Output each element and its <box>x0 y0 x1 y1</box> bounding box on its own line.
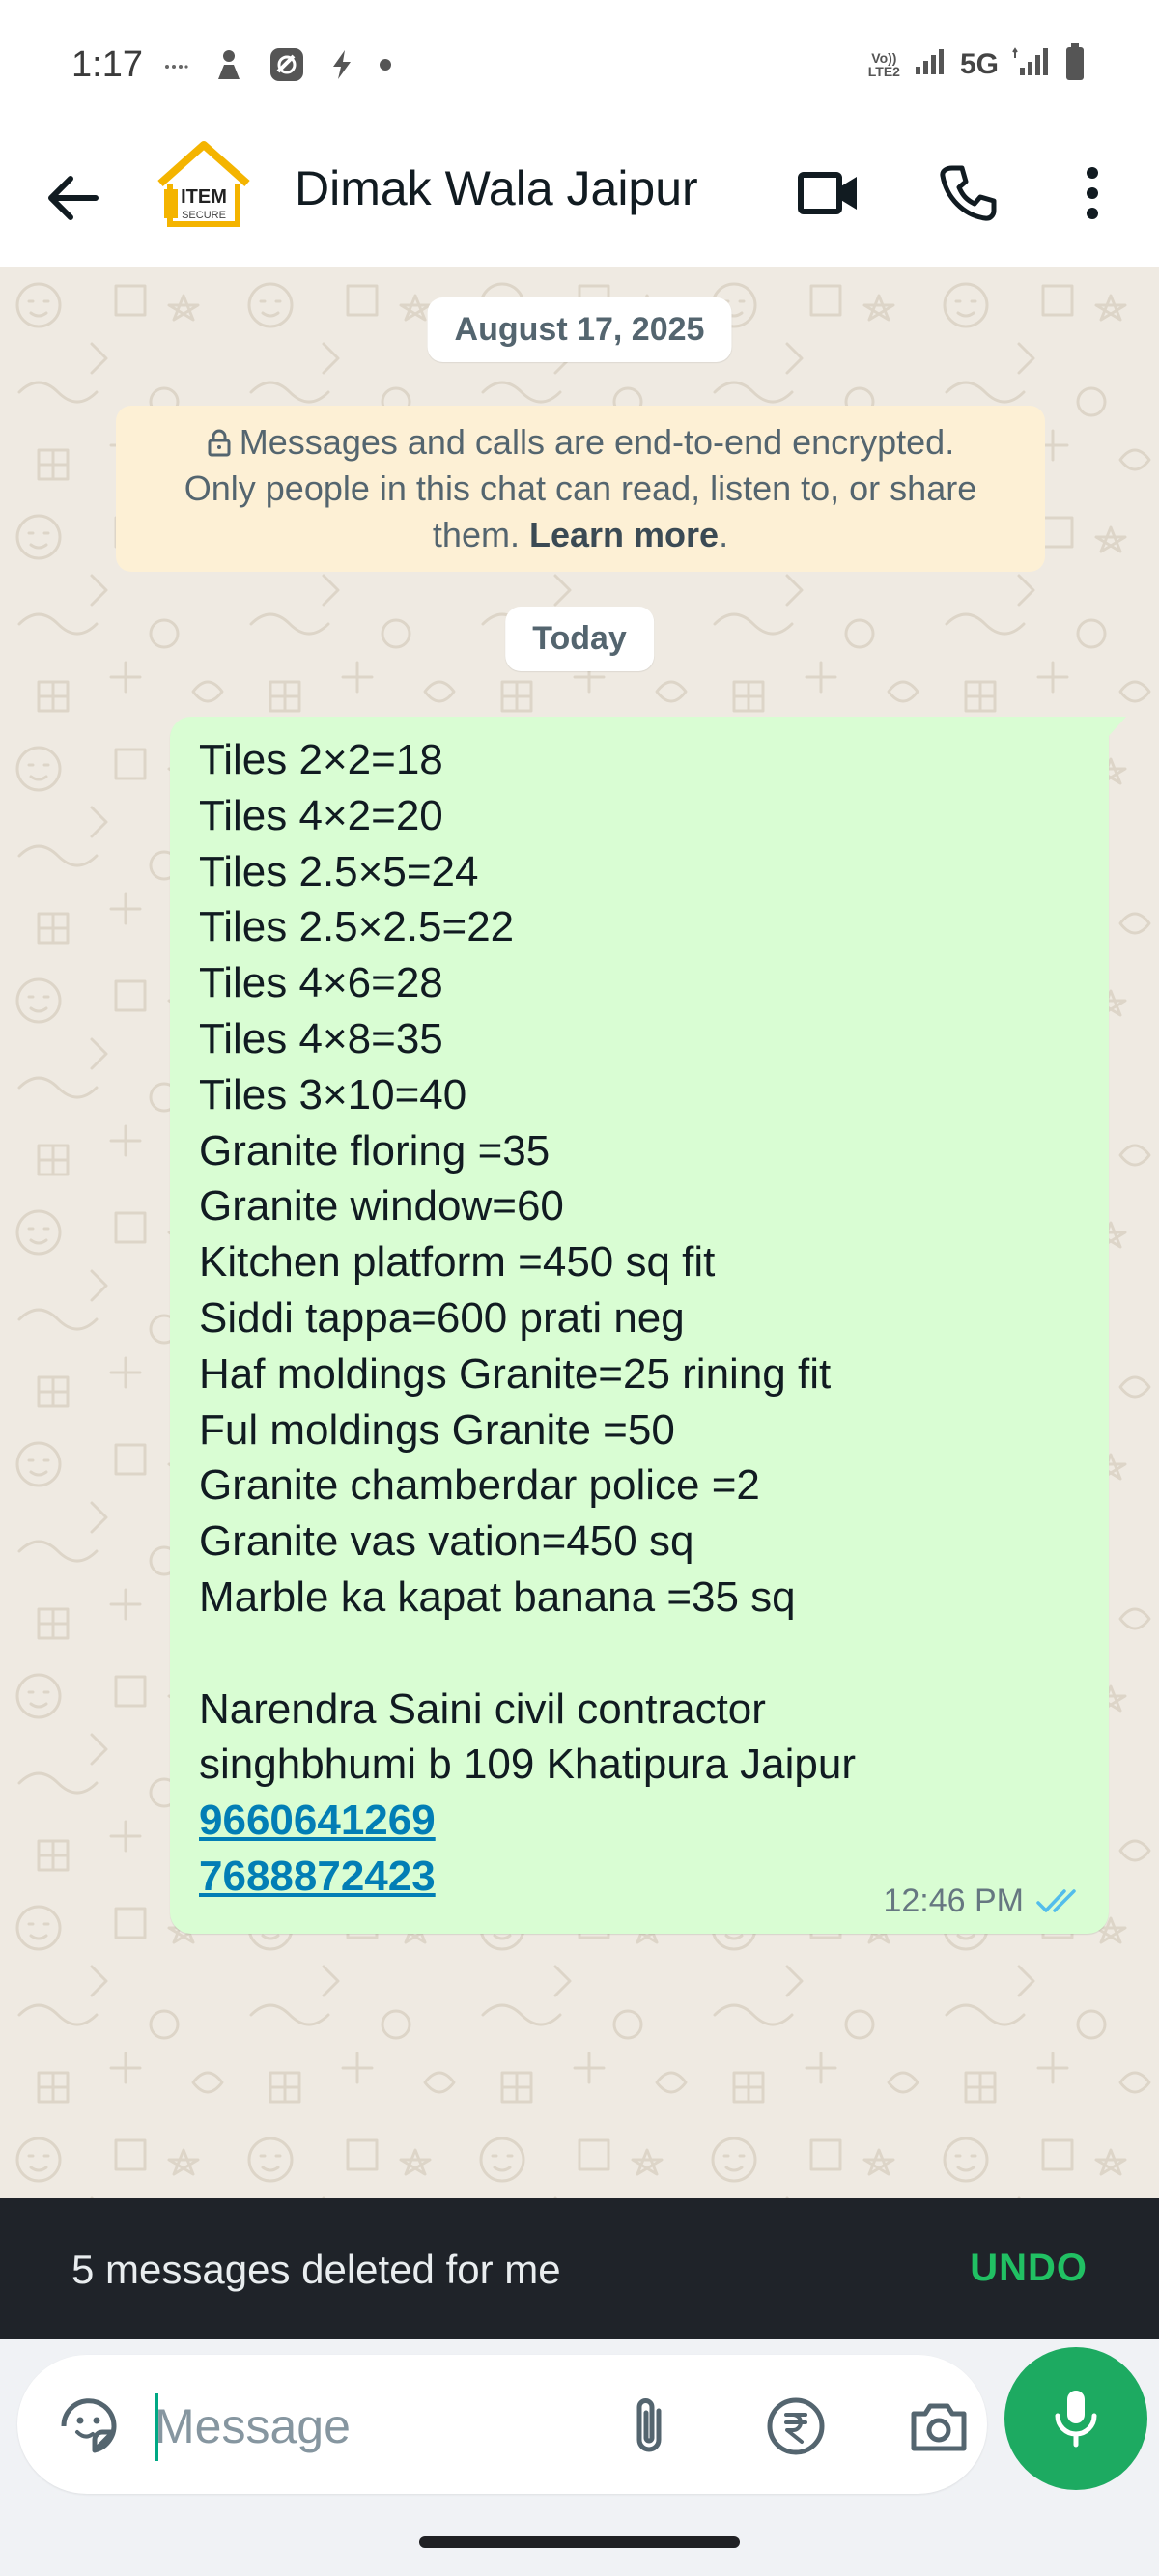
phone-link-1[interactable]: 9660641269 <box>199 1797 436 1845</box>
bolt-icon <box>330 48 353 86</box>
message-blank-line <box>199 1626 1080 1682</box>
avatar-text-top: ITEM <box>181 186 227 208</box>
avatar-text-bottom: SECURE <box>182 210 226 221</box>
encryption-notice[interactable] <box>116 406 1045 572</box>
payment-button[interactable] <box>761 2392 831 2461</box>
dot-icon <box>379 58 392 76</box>
message-line: Ful moldings Granite =50 <box>199 1405 675 1454</box>
status-left-icons <box>164 46 392 88</box>
home-gesture-handle[interactable] <box>419 2536 740 2548</box>
network-type: 5G <box>959 47 999 80</box>
bubble-tail <box>1107 717 1126 738</box>
voice-call-button[interactable] <box>931 156 1004 230</box>
camera-icon <box>908 2398 970 2454</box>
person-icon <box>214 48 243 86</box>
message-meta <box>883 1882 1084 1920</box>
encryption-line-1: Messages and calls are end-to-end encrypted. <box>135 419 1026 466</box>
chat-title[interactable]: Dimak Wala Jaipur <box>295 161 698 215</box>
learn-more-link[interactable]: Learn more <box>528 515 720 554</box>
status-right-icons <box>868 42 1086 86</box>
battery-icon <box>1064 42 1086 86</box>
message-line: Tiles 4×8=35 <box>199 1014 443 1062</box>
undo-button[interactable]: UNDO <box>970 2247 1088 2289</box>
message-line: Tiles 3×10=40 <box>199 1070 467 1118</box>
status-time: 1:17 <box>71 44 143 85</box>
message-line: Tiles 2.5×2.5=22 <box>199 903 515 951</box>
contact-line: Narendra Saini civil contractor <box>199 1684 766 1733</box>
video-call-button[interactable] <box>792 156 865 230</box>
outgoing-message[interactable] <box>170 717 1109 1934</box>
more-vertical-icon <box>1086 166 1099 220</box>
mic-icon <box>1049 2387 1103 2450</box>
system-nav-bar <box>0 2504 1159 2576</box>
message-line: Tiles 4×2=20 <box>199 791 443 839</box>
message-input-container[interactable] <box>17 2355 987 2494</box>
composer <box>0 2339 1159 2504</box>
message-contact <box>199 1682 1080 1794</box>
sticker-button[interactable] <box>54 2392 124 2461</box>
attach-button[interactable] <box>614 2392 684 2461</box>
lock-icon <box>207 428 232 457</box>
camera-button[interactable] <box>904 2392 974 2461</box>
arrow-left-icon <box>45 174 99 222</box>
chat-area[interactable] <box>0 267 1159 2198</box>
signal-icon-2 <box>1012 46 1051 82</box>
message-line: Kitchen platform =450 sq fit <box>199 1238 716 1287</box>
message-line: Tiles 4×6=28 <box>199 959 443 1007</box>
status-bar <box>0 0 1159 135</box>
date-divider: August 17, 2025 <box>428 297 732 362</box>
double-check-icon <box>1035 1887 1084 1916</box>
avatar[interactable] <box>151 135 257 241</box>
sticker-icon <box>58 2395 120 2457</box>
video-call-icon <box>797 169 861 217</box>
snackbar <box>0 2198 1159 2339</box>
more-options-button[interactable] <box>1068 156 1117 230</box>
snackbar-text: 5 messages deleted for me <box>71 2247 561 2292</box>
encryption-line-3: them. Learn more. <box>432 515 729 554</box>
dots-icon <box>164 59 189 76</box>
mic-button[interactable] <box>1004 2347 1147 2490</box>
message-line: Granite window=60 <box>199 1182 564 1231</box>
message-body <box>199 732 1080 1626</box>
message-line: Marble ka kapat banana =35 sq <box>199 1572 796 1621</box>
message-time: 12:46 PM <box>883 1882 1024 1919</box>
today-divider: Today <box>505 607 654 671</box>
volte-indicator: Vo)) LTE2 <box>867 49 900 79</box>
message-line: Siddi tappa=600 prati neg <box>199 1293 685 1342</box>
paperclip-icon <box>630 2395 668 2457</box>
encryption-line-2: Only people in this chat can read, listen to, or share <box>184 468 977 508</box>
message-line: Granite chamberdar police =2 <box>199 1461 760 1510</box>
back-button[interactable] <box>39 164 106 232</box>
chat-header <box>0 135 1159 267</box>
message-line: Haf moldings Granite=25 rining fit <box>199 1349 832 1398</box>
app-icon <box>269 46 305 88</box>
message-line: Tiles 2.5×5=24 <box>199 847 479 895</box>
contact-line: singhbhumi b 109 Khatipura Jaipur <box>199 1741 857 1789</box>
signal-icon <box>914 47 947 81</box>
phone-link-2[interactable]: 7688872423 <box>199 1852 436 1900</box>
phone-icon <box>939 164 997 222</box>
message-line: Granite vas vation=450 sq <box>199 1517 694 1566</box>
message-line: Tiles 2×2=18 <box>199 736 443 783</box>
message-input[interactable] <box>155 2390 570 2463</box>
rupee-payment-icon <box>765 2395 827 2457</box>
message-line: Granite floring =35 <box>199 1126 551 1175</box>
